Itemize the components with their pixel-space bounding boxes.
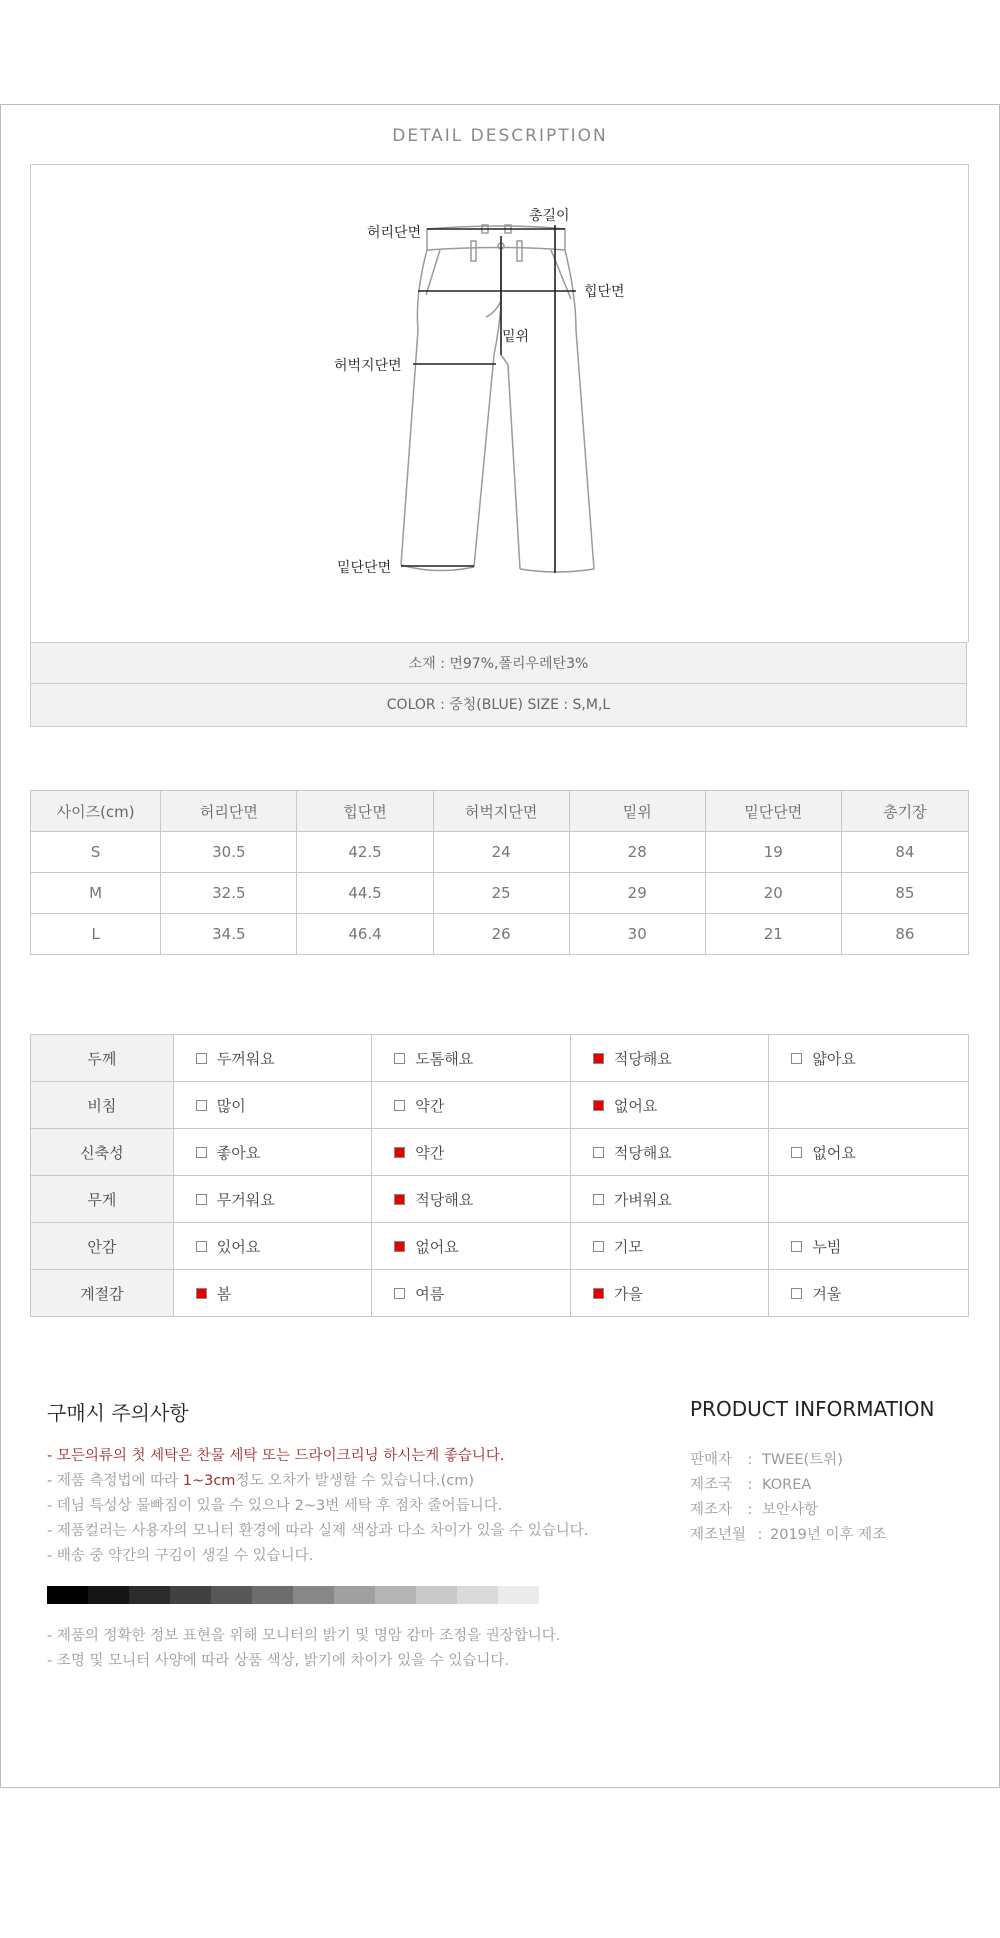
attribute-option	[570, 1035, 769, 1082]
option-label: 가벼워요	[613, 1190, 672, 1209]
header-cell: 밑위	[569, 791, 705, 832]
attribute-option	[173, 1082, 372, 1129]
option-label: 없어요	[812, 1143, 856, 1162]
option-label: 두꺼워요	[216, 1049, 275, 1068]
attribute-option	[372, 1270, 571, 1317]
checked-box-icon	[394, 1147, 405, 1158]
attribute-row	[31, 1223, 969, 1270]
attribute-row	[31, 1270, 969, 1317]
product-info-list	[690, 1448, 886, 1548]
unchecked-box-icon	[196, 1194, 207, 1205]
fabric-attribute-table	[30, 1034, 969, 1317]
attribute-option	[173, 1035, 372, 1082]
attribute-option	[173, 1270, 372, 1317]
option-label: 있어요	[216, 1237, 261, 1256]
info-key: 제조국	[690, 1477, 733, 1493]
option-label: 여름	[415, 1284, 445, 1303]
option-label: 봄	[216, 1284, 232, 1303]
table-row	[31, 873, 969, 914]
table-cell: 42.5	[297, 832, 433, 873]
attribute-label: 무게	[31, 1176, 174, 1223]
option-label: 겨울	[812, 1284, 842, 1303]
attribute-label: 안감	[31, 1223, 174, 1270]
info-separator: :	[747, 1477, 753, 1493]
notice-line-color: - 제품컬러는 사용자의 모니터 환경에 따라 실제 색상과 다소 차이가 있을 수 있습니다.	[47, 1523, 589, 1539]
table-cell: 86	[841, 914, 968, 955]
size-table-header	[31, 791, 969, 832]
unchecked-box-icon	[791, 1053, 802, 1064]
table-cell: 24	[433, 832, 569, 873]
attribute-option	[769, 1082, 969, 1129]
header-cell: 허리단면	[161, 791, 297, 832]
notice-line-monitor: - 제품의 정확한 정보 표현을 위해 모니터의 밝기 및 명암 감마 조정을 권장합니다.	[47, 1628, 561, 1644]
product-info-row	[690, 1523, 886, 1548]
option-label: 없어요	[613, 1096, 658, 1115]
info-separator: :	[747, 1502, 753, 1518]
color-size-row: COLOR : 중청(BLUE) SIZE : S,M,L	[30, 684, 967, 727]
gray-swatch	[457, 1586, 498, 1604]
option-label: 도톰해요	[415, 1049, 474, 1068]
hem-label: 밑단단면	[337, 560, 392, 576]
notice-line-wash: - 모든의류의 첫 세탁은 찬물 세탁 또는 드라이크리닝 하시는게 좋습니다.	[47, 1448, 505, 1464]
option-label: 없어요	[415, 1237, 459, 1256]
table-cell: 19	[705, 832, 841, 873]
info-key: 판매자	[690, 1452, 733, 1468]
checked-box-icon	[593, 1053, 604, 1064]
gray-swatch	[498, 1586, 539, 1604]
table-cell: 25	[433, 873, 569, 914]
gray-swatch	[416, 1586, 457, 1604]
product-info-row	[690, 1498, 886, 1523]
gray-swatch	[170, 1586, 211, 1604]
unchecked-box-icon	[593, 1241, 604, 1252]
notice-text: - 제품 측정법에 따라	[47, 1473, 183, 1489]
attribute-option	[372, 1035, 571, 1082]
table-cell: 85	[841, 873, 968, 914]
attribute-option	[570, 1082, 769, 1129]
attribute-option	[173, 1129, 372, 1176]
option-label: 적당해요	[613, 1049, 672, 1068]
attribute-option	[769, 1176, 969, 1223]
attribute-option	[570, 1129, 769, 1176]
option-label: 가을	[613, 1284, 643, 1303]
table-cell: 28	[569, 832, 705, 873]
checked-box-icon	[394, 1194, 405, 1205]
attribute-row	[31, 1176, 969, 1223]
product-info-row	[690, 1473, 886, 1498]
waist-label: 허리단면	[367, 225, 422, 241]
attribute-option	[570, 1223, 769, 1270]
unchecked-box-icon	[791, 1241, 802, 1252]
notice-list	[47, 1444, 588, 1569]
info-separator: :	[747, 1452, 753, 1468]
monitor-notice	[47, 1624, 560, 1674]
header-cell: 힙단면	[297, 791, 433, 832]
checked-box-icon	[593, 1288, 604, 1299]
info-separator: :	[757, 1527, 763, 1543]
table-cell: S	[31, 832, 161, 873]
attribute-option	[173, 1176, 372, 1223]
attribute-row	[31, 1035, 969, 1082]
info-value: TWEE(트위)	[762, 1452, 843, 1468]
gray-swatch	[375, 1586, 416, 1604]
notice-highlight: 1~3cm	[182, 1473, 236, 1489]
table-cell: 32.5	[161, 873, 297, 914]
attribute-option	[769, 1035, 969, 1082]
attribute-label: 계절감	[31, 1270, 174, 1317]
option-label: 얇아요	[812, 1049, 856, 1068]
unchecked-box-icon	[394, 1053, 405, 1064]
header-cell: 허벅지단면	[433, 791, 569, 832]
gray-swatch	[88, 1586, 129, 1604]
unchecked-box-icon	[394, 1100, 405, 1111]
table-cell: 30	[569, 914, 705, 955]
product-info-title: PRODUCT INFORMATION	[690, 1397, 935, 1421]
option-label: 좋아요	[216, 1143, 261, 1162]
rise-label: 밑위	[502, 329, 530, 345]
hip-label: 힙단면	[584, 284, 625, 300]
table-cell: 26	[433, 914, 569, 955]
attribute-row	[31, 1082, 969, 1129]
checked-box-icon	[394, 1241, 405, 1252]
table-cell: 84	[841, 832, 968, 873]
table-cell: 21	[705, 914, 841, 955]
notice-text: 정도 오차가 발생할 수 있습니다.(cm)	[235, 1473, 474, 1489]
unchecked-box-icon	[791, 1147, 802, 1158]
gray-swatch	[252, 1586, 293, 1604]
unchecked-box-icon	[196, 1100, 207, 1111]
header-cell: 밑단단면	[705, 791, 841, 832]
attribute-option	[570, 1270, 769, 1317]
info-value: 2019년 이후 제조	[770, 1527, 887, 1543]
attribute-label: 신축성	[31, 1129, 174, 1176]
notice-title: 구매시 주의사항	[47, 1401, 189, 1425]
checked-box-icon	[196, 1288, 207, 1299]
unchecked-box-icon	[196, 1241, 207, 1252]
gray-swatch	[129, 1586, 170, 1604]
option-label: 적당해요	[415, 1190, 474, 1209]
total-length-label: 총길이	[529, 208, 570, 224]
attribute-option	[372, 1223, 571, 1270]
gray-swatch	[47, 1586, 88, 1604]
attribute-option	[769, 1270, 969, 1317]
monitor-gray-scale	[47, 1586, 539, 1604]
attribute-option	[570, 1176, 769, 1223]
gray-swatch	[211, 1586, 252, 1604]
attribute-option	[173, 1223, 372, 1270]
attribute-label: 두께	[31, 1035, 174, 1082]
table-row	[31, 832, 969, 873]
header-cell: 사이즈(cm)	[31, 791, 161, 832]
notice-line-lighting: - 조명 및 모니터 사양에 따라 상품 색상, 밝기에 차이가 있을 수 있습니다.	[47, 1653, 509, 1669]
notice-line-measure	[47, 1469, 588, 1494]
option-label: 약간	[415, 1143, 445, 1162]
attribute-option	[372, 1176, 571, 1223]
table-cell: 34.5	[161, 914, 297, 955]
option-label: 기모	[613, 1237, 643, 1256]
option-label: 약간	[415, 1096, 445, 1115]
attribute-option	[769, 1223, 969, 1270]
header-cell: 총기장	[841, 791, 968, 832]
table-cell: 30.5	[161, 832, 297, 873]
size-diagram	[30, 164, 969, 642]
thigh-label: 허벅지단면	[334, 358, 402, 374]
checked-box-icon	[593, 1100, 604, 1111]
table-row	[31, 914, 969, 955]
notice-line-shipping: - 배송 중 약간의 구김이 생길 수 있습니다.	[47, 1548, 314, 1564]
table-cell: L	[31, 914, 161, 955]
table-cell: 20	[705, 873, 841, 914]
unchecked-box-icon	[394, 1288, 405, 1299]
unchecked-box-icon	[196, 1147, 207, 1158]
gray-swatch	[293, 1586, 334, 1604]
material-row: 소재 : 면97%,폴리우레탄3%	[30, 642, 967, 684]
option-label: 많이	[216, 1096, 246, 1115]
unchecked-box-icon	[593, 1194, 604, 1205]
product-info-row	[690, 1448, 886, 1473]
info-key: 제조년월	[690, 1527, 747, 1543]
notice-line-denim: - 데님 특성상 물빠짐이 있을 수 있으나 2~3번 세탁 후 점차 줄어듭니다.	[47, 1498, 503, 1514]
option-label: 무거워요	[216, 1190, 275, 1209]
attribute-option	[769, 1129, 969, 1176]
attribute-label: 비침	[31, 1082, 174, 1129]
attribute-row	[31, 1129, 969, 1176]
unchecked-box-icon	[791, 1288, 802, 1299]
info-value: 보안사항	[762, 1502, 819, 1518]
size-table	[30, 790, 969, 955]
unchecked-box-icon	[196, 1053, 207, 1064]
info-key: 제조자	[690, 1502, 733, 1518]
option-label: 적당해요	[613, 1143, 672, 1162]
table-cell: M	[31, 873, 161, 914]
gray-swatch	[334, 1586, 375, 1604]
info-value: KOREA	[762, 1477, 812, 1493]
table-cell: 46.4	[297, 914, 433, 955]
option-label: 누빔	[812, 1237, 842, 1256]
pants-illustration	[31, 165, 968, 642]
unchecked-box-icon	[593, 1147, 604, 1158]
table-cell: 29	[569, 873, 705, 914]
attribute-option	[372, 1129, 571, 1176]
attribute-option	[372, 1082, 571, 1129]
table-cell: 44.5	[297, 873, 433, 914]
section-title: DETAIL DESCRIPTION	[392, 126, 608, 146]
